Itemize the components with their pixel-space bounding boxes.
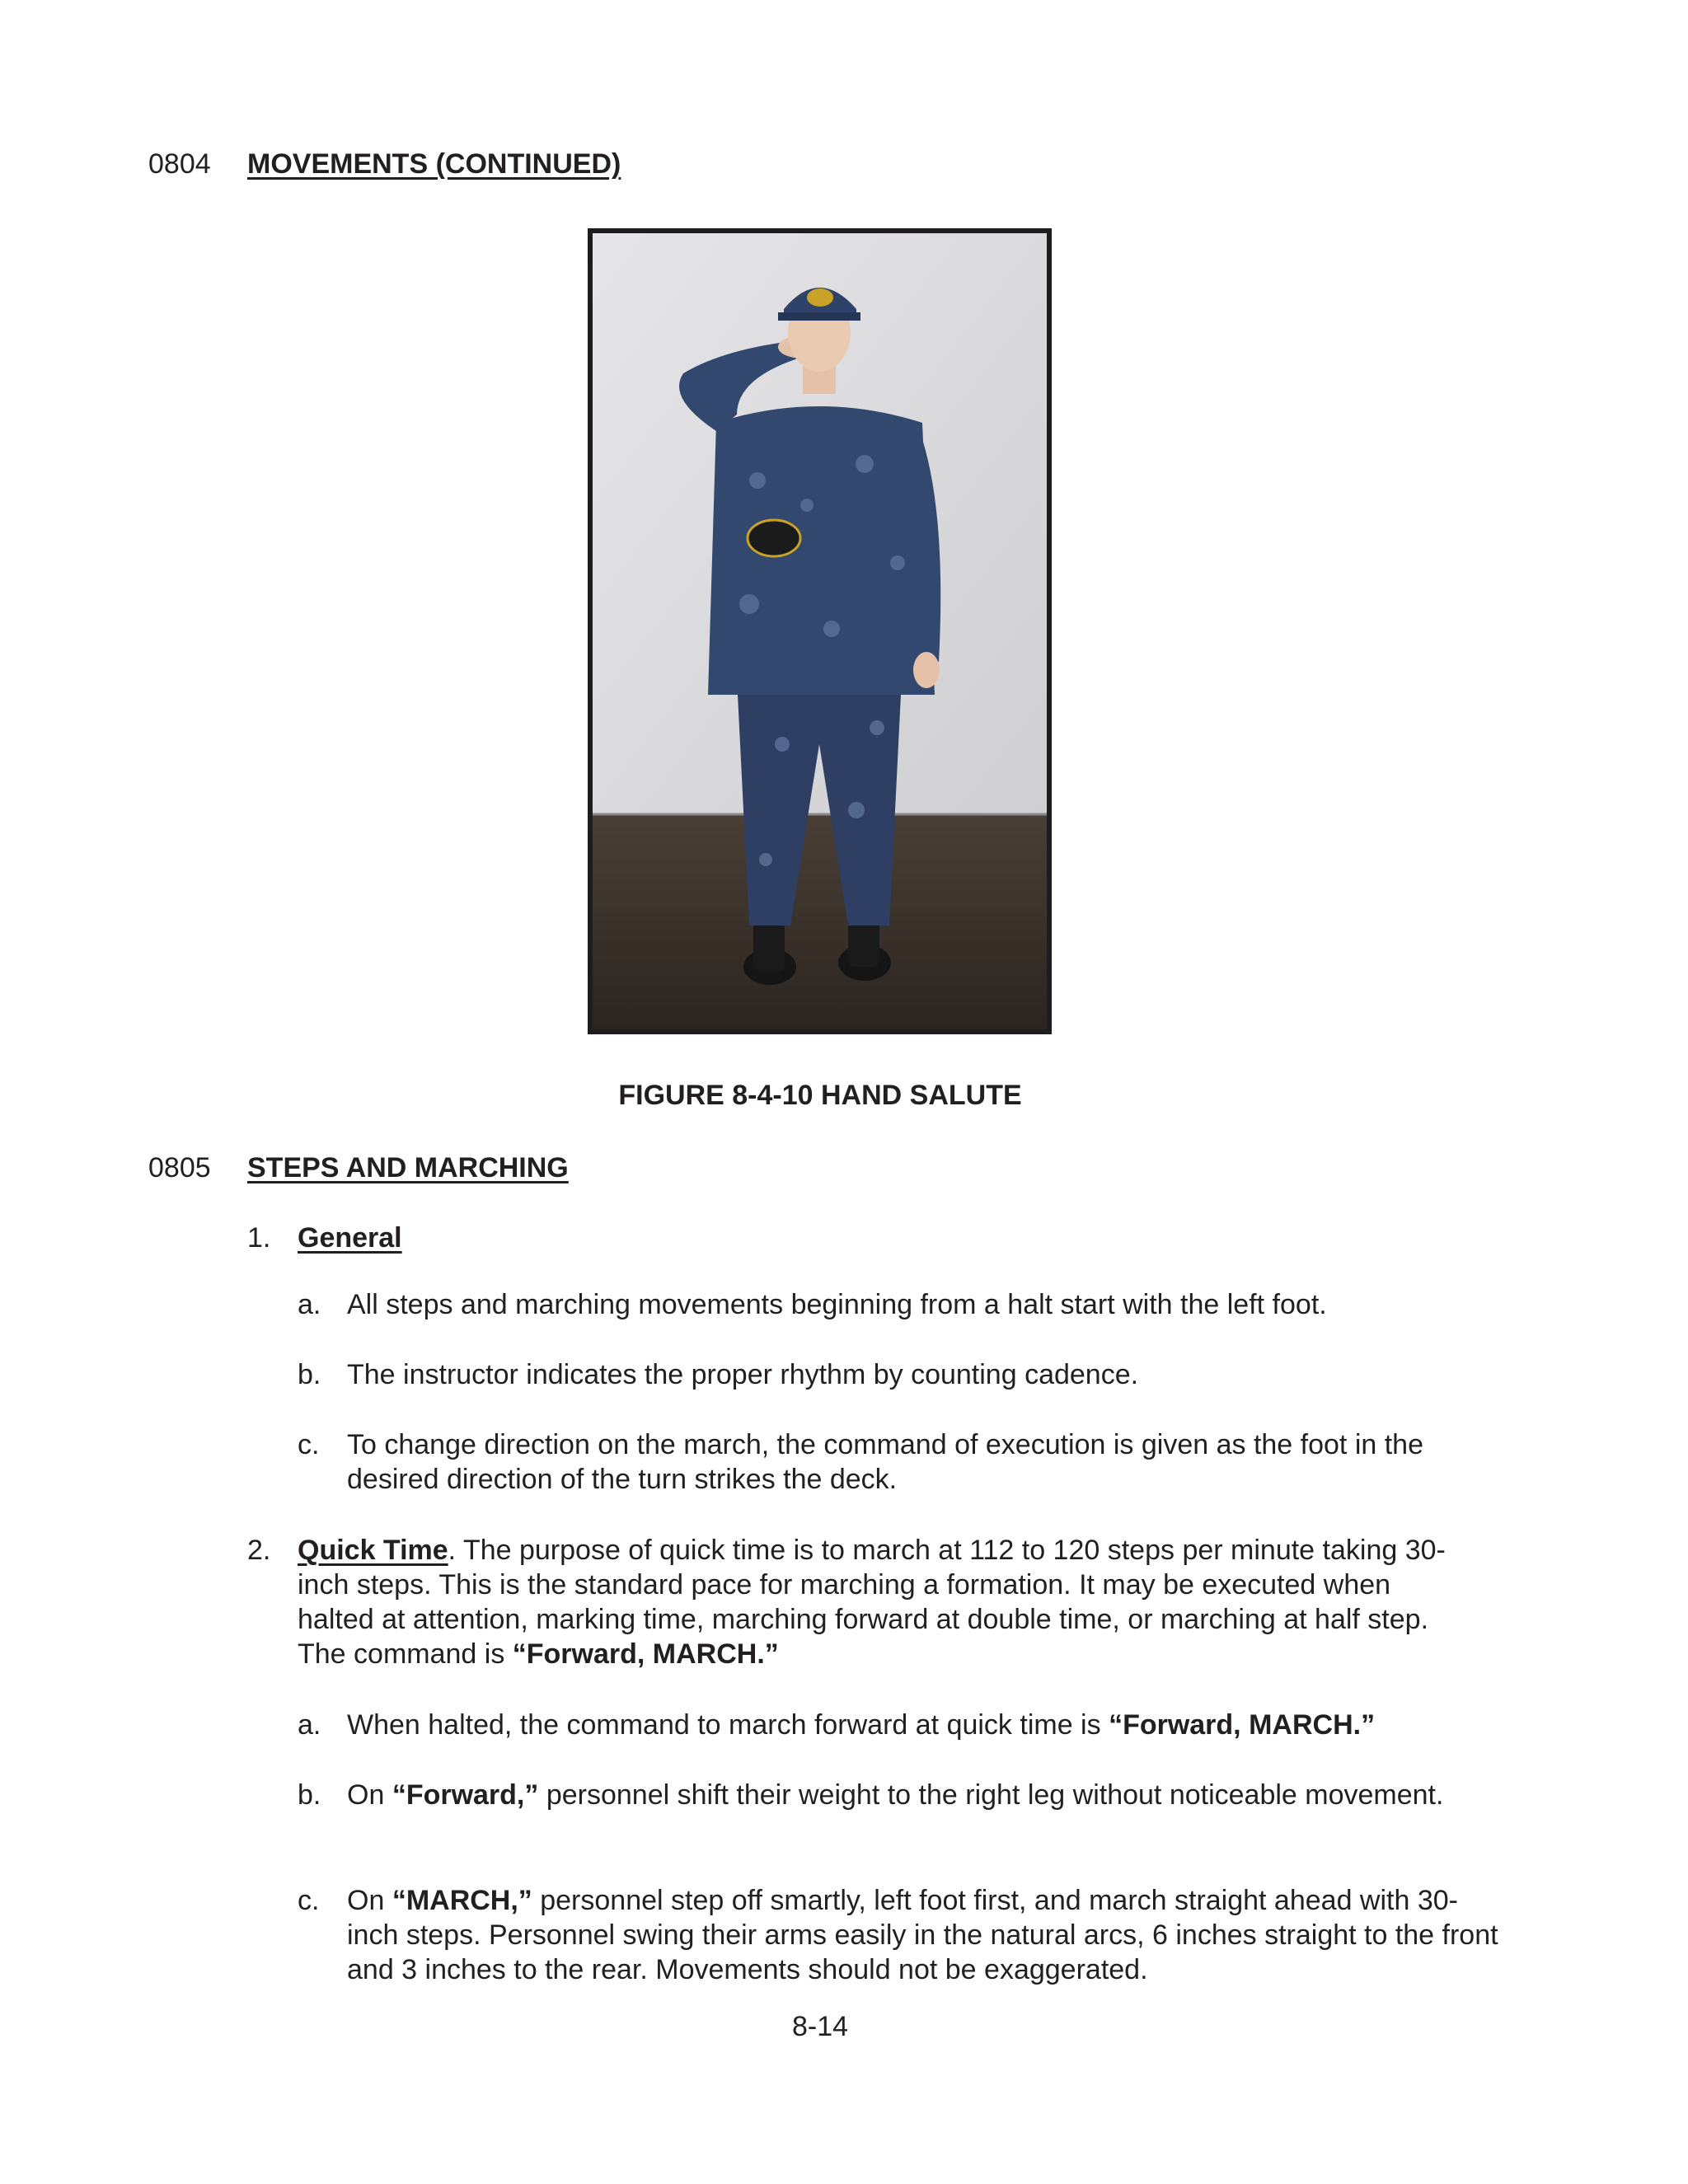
general-item-a-text: All steps and marching movements beginning from a halt start with the left foot.	[347, 1289, 1327, 1320]
quick-time-item-b	[347, 1778, 1460, 1812]
item-number-quick-time: 2.	[247, 1535, 271, 1566]
section-title-0804: MOVEMENTS (CONTINUED)	[247, 148, 621, 180]
figure-caption: FIGURE 8-4-10 HAND SALUTE	[618, 1080, 1022, 1111]
quick-time-paragraph	[298, 1533, 1468, 1671]
quick-time-a-text: When halted, the command to march forward at quick time is	[347, 1709, 1109, 1741]
general-item-c-text: To change direction on the march, the command of execution is given as the foot in the desired direction of the turn strikes the deck.	[347, 1429, 1423, 1495]
quick-time-c-command: “MARCH,”	[392, 1885, 532, 1916]
list-label: a.	[298, 1289, 321, 1320]
quick-time-item-c	[347, 1883, 1501, 1987]
quick-time-b-pre: On	[347, 1779, 392, 1811]
list-label: c.	[298, 1429, 320, 1460]
list-label: a.	[298, 1709, 321, 1741]
hand-salute-photo	[588, 228, 1052, 1034]
page-number: 8-14	[791, 2011, 849, 2042]
quick-time-intro: . The purpose of quick time is to march at 112 to 120 steps per minute taking 30-inch steps. This is the standard pace for marching a formation. It may be executed when halted at attention, marking time, marching forward at double time, or marching at half step. The command is	[298, 1535, 1446, 1670]
general-item-b-text: The instructor indicates the proper rhythm by counting cadence.	[347, 1359, 1139, 1390]
quick-time-item-a	[347, 1708, 1534, 1742]
list-label: c.	[298, 1885, 320, 1916]
quick-time-c-text: personnel step off smartly, left foot first, and march straight ahead with 30-inch steps. Personnel swing their arms easily in the natural arcs, 6 inches straight to the front and 3 inches to the rear. Movements should not be exaggerated.	[347, 1885, 1498, 1985]
section-title-0805: STEPS AND MARCHING	[247, 1152, 569, 1183]
section-number-0804: 0804	[148, 148, 211, 180]
list-label: b.	[298, 1359, 321, 1390]
section-number-0805: 0805	[148, 1152, 211, 1183]
item-title-general: General	[298, 1222, 402, 1254]
quick-time-command: “Forward, MARCH.”	[512, 1638, 779, 1670]
item-title-quick-time: Quick Time	[298, 1535, 448, 1566]
quick-time-b-command: “Forward,”	[392, 1779, 539, 1811]
item-number-general: 1.	[247, 1222, 271, 1254]
list-label: b.	[298, 1779, 321, 1811]
quick-time-c-pre: On	[347, 1885, 392, 1916]
quick-time-a-command: “Forward, MARCH.”	[1109, 1709, 1376, 1741]
quick-time-b-text: personnel shift their weight to the right leg without noticeable movement.	[538, 1779, 1444, 1811]
